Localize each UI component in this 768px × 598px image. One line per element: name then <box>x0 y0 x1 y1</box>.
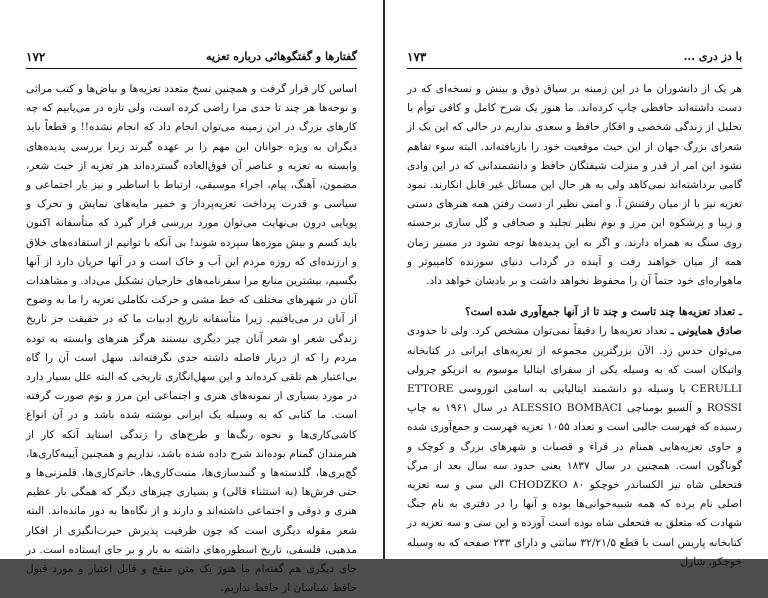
right-page <box>385 0 768 568</box>
left-paragraph: اساس کار قرار گرفت و همچنین نسخ متعدد تعزیه‌ها و بیاض‌ها و کتب مراثی و نوحه‌ها هر چند تا حدی مرا راضی کرده است، ولی تازه در می‌یابیم که چه کارهای بزرگ در این زمینه می‌توان انجام داد که انجام نشده!! و قطعاً باید دیگران به ویژه جوانان این مهم را بر عهده گیرند زیرا بررسی پدیده‌های وابسته به تعزیه و عناصر آن فوق‌العاده گسترده‌اند هر تعزیه از حیث شعر، مضمون، آهنگ، پیام، اجراء موسیقی، ارتباط با اساطیر و نیز بار اجتماعی و سیاسی و قدرت پرداخت تعزیه‌پرداز و خمیر مایه‌های نمایش و تحرک و پویایی درون بی‌نهایت می‌توان مورد بررسی قرار گیرد که متأسفانه اکنون باید کسم و بیش موزه‌ها سپرده شوند! بی آنکه با توانیم از استفاده‌های خلاق و ارزنده‌ای که روزه مردم این آب و خاک است و در آنها جریان دارد از آنها بگسیم، بیشترین منابع مرا سفرنامه‌های خارجیان تشکیل می‌داد. و مشاهدات آنان در شهرهای مختلف که خط مشی و حرکت تکاملی تعزیه را ما به وضوح از آنان در می‌یافتیم. زیرا متأسفانه تاریخ ادبیات ما که در حقیقت جز تاریخ زندگی شعر او شعر آنان چیز دیگری نیستند هرگز هنرهای وابسته به توده مردم را که از دربار فاصله داشته جدی نگرفته‌اند. سهل است آن را گاه بی‌اعتبار هم تلقی کرده‌اند و این سهل‌انگاری تاریخی که البته علل بسیار دارد در مورد بسیاری از نمونه‌های هنری و اجتماعی این مرز و بوم صورت گرفته است. ما کتابی که به وسیله یک ایرانی نوشته شده باشد و در آن انواع کاشی‌کاری‌ها و نحوه رنگ‌ها و طرح‌های را زندگی استاید آنکه کار از هنرمندان گمنام بوده‌اند شرح داده شده باشد، نداریم و همچنین آیینه‌کاری‌ها، گچ‌بری‌ها، گلدسته‌ها و گنبدسازی‌ها، منبت‌کاری‌ها، خاتم‌کاری‌ها، قلمزنی‌ها و حتی فرش‌ها (به استثناء قالی) و بسیاری چیزهای دیگر که همگی بار عظیم هنری و ذوقی و اجتماعی داشته‌اند و دارند و از نگاه‌ها به دور مانده‌اند. البته شعر مقوله دیگری است که چون ظرفیت پذیرش حیرت‌انگیزی از افکار مذهبی، فلسفی، تاریخ اسطوره‌های داشته به بار و بر جای ایستاده است. در جای دیگری هم گفته‌ام ما هنوز یک متن منقح و قابل اعتبار و مورد قبول حافظ شناسان از حافظ نداریم. <box>26 83 357 595</box>
right-page-header <box>407 50 742 66</box>
left-running-title: گفتارها و گفتگوهائی درباره تعزیه <box>206 50 357 63</box>
left-page-header <box>26 50 357 66</box>
right-page-number: ۱۷۳ <box>407 50 427 64</box>
left-page-number: ۱۷۲ <box>26 50 46 64</box>
left-page <box>0 0 383 595</box>
answer-speaker: صادق همایونی ـ <box>670 325 742 338</box>
right-header-rule <box>407 68 742 69</box>
answer-text: تعداد تعزیه‌ها را دقیقاً نمی‌توان مشخص کرد. ولی تا حدودی می‌توان حدس زد. الآن بزرگترین مجموعه از تعزیه‌های ایرانی در کتابخانه واتیکان است که به وسیله یکی از سفرای ایتالیا موسوم به انریکو چرولی CERULLI یا وسیله دو دانشمند ایتالیایی به اسامی اتوروسی ETTORE ROSSI و آلسیو بومباچی ALESSIO BOMBACI در سال ۱۹۶۱ به چاپ رسیده که فهرست جالبی است و تعداد ۱۰۵۵ تعزیه فهرست و جمع‌آوری شده و حاوی تعزیه‌هایی همنام در قراء و قصبات و شهرهای بزرگ و کوچک و گوناگون است. همچنین در سال ۱۸۳۷ یعنی حدود سه سال بعد از مرگ فتحعلی شاه نیز الکساندر خوچکو CHODZKO ۸۰ الی سی و سه تعزیه اصلی نام برده که همه شبیه‌خوانی‌ها بوده و آنها را در دفتری به نام جنگ شهادت که متعلق به فتحعلی شاه بوده است آورده و این سی و سه تعزیه در کتابخانه پاریس است با قطع ۳۲/۲۱/۵ سانتی و دارای ۲۳۳ صفحه که به وسیله خوچکو. شارل <box>407 325 743 568</box>
left-header-rule <box>26 68 357 69</box>
interview-answer <box>407 322 742 572</box>
right-page-body <box>407 80 742 572</box>
left-page-body <box>26 80 357 598</box>
right-running-title: با دز دری ... <box>683 50 742 63</box>
interview-question: ـ تعداد تعزیه‌ها چند تاست و چند تا از آنها جمع‌آوری شده است؟ <box>464 306 742 319</box>
right-paragraph: هر یک از دانشوران ما در این زمینه بر سیاق ذوق و بینش و نسخه‌ای که در دست داشته‌اند حافظی چاپ کرده‌اند. ما هنوز یک شرح کامل و کافی توأم با تحلیل از زندگی شخصی و افکار حافظ و سعدی نداریم در حالی که این یک از شعرای بزرگ جهان از این حیث موقعیت خود را بازیافته‌اند. البته سوء تفاهم نشود این امر از قدر و منزلت شیفتگان حافظ و دانشمندانی که در این وادی گامی برداشته‌اند نمی‌کاهد ولی به هر حال این مسائل غیر قابل انکارند. نمود تعزیه نیز با از میان رفتنش آ. و امنی نظیر از دست رفتن همه هنرهای دستی و زیبا و پرشکوه این مرز و بوم نظیر تجلید و صحافی و گل سازی برجسته روی سنگ به همراه دارند. و اگر به این پدیده‌ها توجه نشود در مسیر زمان همه از میان خواهند رفت و آینده در گرداب دنیای سوزنده کامپیوتر و ماهواره‌ای خود حتماً آن را محفوظ نخواهد داشت و بر بادشان خواهد داد. <box>407 83 742 288</box>
